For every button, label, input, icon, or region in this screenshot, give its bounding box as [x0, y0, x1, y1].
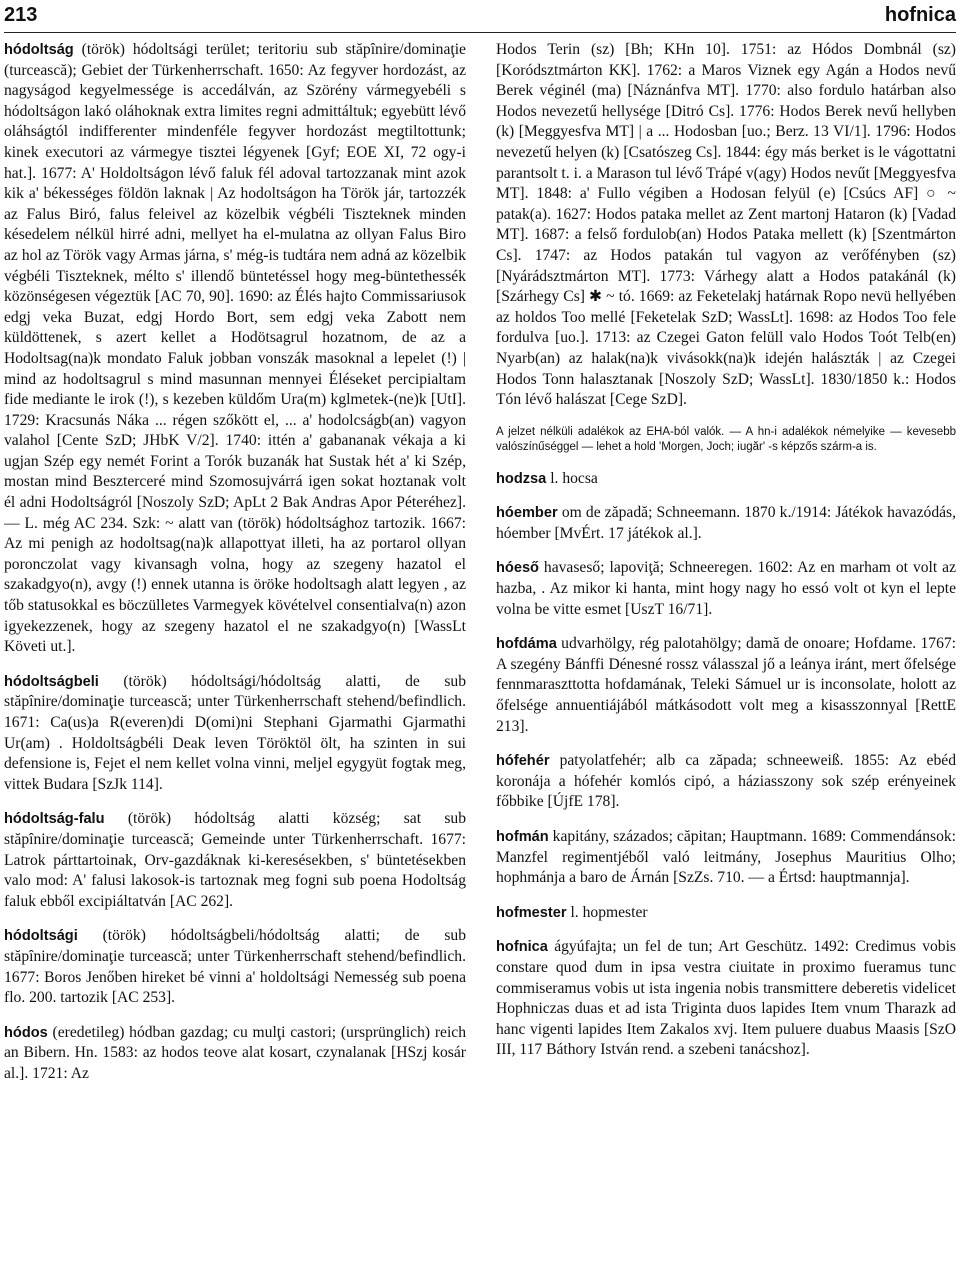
- headword: hofnica: [496, 939, 548, 956]
- entry-hoember: [496, 503, 956, 544]
- entry-hofnica: [496, 937, 956, 1061]
- entry-text: Hodos Terin (sz) [Bh; KHn 10]. 1751: az Hódos Dombnál (sz) [Koródsztmárton KK]. 1762: a Maros Viznek egy Agán a Hodos nevű Berek véginél (ma) [Náznánfva MT]. 1770: also fordulo határban also Hodos nevezetű hellysége [Ditró Cs]. 1776: Hodos Berek nevű hellyben (k) [Meggyesfva MT] | a ... Hodosban [uo.; Berz. 13 VI/1]. 1796: Hodos nevezetű helyen (k) [Csatószeg Cs]. 1844: égy más berket is le vágottatni parantsolt t. i. a Marason tul lévő Trápé v(agy) Hodos nevűt [Meggyesfva MT]. 1848: a' Fullo végiben a Hodosan felyül (e) [Csúcs AF] ○ ~ patak(a). 1627: Hodos pataka mellet az Zent martonj Hataron (k) [Vadad MT]. 1687: a felső fordulob(an) Hodos Pataka mellett (k) [Szentmárton Cs]. 1747: az Hodos patakán tul vagyon az verőfényben (sz) [Nyárádsztmárton MT]. 1773: Várhegy alatt a Hodos patakánál (k) [Szárhegy Cs] ✱ ~ tó. 1669: az Feketelakj határnak Ropo nevü hellyében az holdos Too mellé [Feketelak SzD; WassLt]. 1698: az Hodos Too fele fordulva [uo.]. 1713: az Czegei Gaton felüll valo Hodos Toót Telb(en) Nyarb(an) az halak(na)k vivásokk(na)k idején halászták | az Czegei Hodos Tonn halasztanak [Noszoly SzD; WassLt]. 1830/1850 k.: Hodos Tón lévő halászat [Cege SzD].: [496, 41, 956, 409]
- headword: hóeső: [496, 560, 539, 577]
- entry-text: (török) hódoltsági terület; teritoriu sub stăpînire/dominaţie (turcească); Gebiet der Türkenherrschaft. 1650: Az fegyver hordozást, az nagyságod kegyelmessége is accedálván, az Szörény vármegyebéli s hódoltságon lakó oláhoknak extra limites regni admittáltuk; egyebütt lévő oláhságtól indifferenter mindenféle fegyver hordozást megtiltottunk; kinek executori az vármegye tisztei légyenek [Gyf; EOE XI, 72 ogy-i hat.]. 1677: A' Holdoltságon lévő faluk fél adoval tartozzanak mint azok kik a' békességes földön laknak | Az hodoltságon ha Török jár, tartozzék az Falus Biró, falus feleivel az közelbik végbéli Tiszteknek minden késedelem nélkül hirré adni, mellyet ha el-mulatna az ollyan Falus Biro az hol az Török vagy Armas járna, s' még-is tudtára nem adná az közelbik végbéli Tiszteknek, mélto s' illendő büntetéssel hogy meg-büntethessék közönségesen végeztük [AC 70, 90]. 1690: az Élés hajto Commissariusok edgj veka Buzat, edgj Hordo Bort, sem edgj veka Zabott nem küldöttenek, s azert kellet a Hodötsagrul hozatnom, de az a Hodoltsag(na)k mondato Faluk jobban vonszák masoknal a lepelet (!) | mind az hodoltsagrul s mind masunnan mennyei Éléseket percipialtam fide mediante le irok (!), s kezeben küldőm Ura(m) kglmetek-(ne)k [UtI]. 1729: Kracsunás Náka ... régen szőkött el, ... a' hodolcságb(an) vagyon valahol [Cente SzD; JHbK V/2]. 1740: ittén a' gabananak vékaja a ki ugjan Szép egy nemét Forint a Torók buzanák hat Sustak hét a' ki Szép, mostan mind Beszterceré mind Szomosujvárrá igen sokat hoztanak volt él adni Hodoltságról [Noszoly SzD; ApLt 2 Bak Andras Apor Péteréhez]. — L. még AC 234. Szk: ~ alatt van (török) hódoltsághoz tartozik. 1667: Az mi penigh az hodoltsag(na)k allapottyat illeti, ha az portarol ollyan poronczolat vagy kivansagh volna, hogy az szegeny hazatol el szakadgyo(n), avgy (!) ennek utanna is öröke hodoltsagh alatt legyen , az tőb statusokkal es böczülletes Varmegyek kövételvel consentialva(n) azon igyekezzenek, hogy az szegeny hazatol el ne szakadgyo(n) [WassLt Követi ut.].: [4, 41, 466, 656]
- running-headword: hofnica: [884, 4, 956, 26]
- entry-hofmester: [496, 903, 956, 924]
- entry-text: (eredetileg) hódban gazdag; cu mulţi castori; (ursprünglich) reich an Bibern. Hn. 1583: az hodos teove alat kosart, czynalanak [HSzj kosár al.]. 1721: Az: [4, 1023, 466, 1082]
- entry-text: havaseső; lapoviţă; Schneeregen. 1602: Az en marham ot volt az hazba, . Az mikor ki hanta, mint hogy nagy ho essó volt ot kyn el lepte volna be vitte esmet [UszT 16/71].: [496, 559, 956, 618]
- headword: hódos: [4, 1024, 48, 1041]
- right-column: [496, 40, 956, 1280]
- headword: hódoltsági: [4, 928, 78, 945]
- entry-hodos: [4, 1023, 466, 1085]
- headword: hofmán: [496, 829, 549, 845]
- entry-hodoltsagbeli: [4, 672, 466, 796]
- page-number: 213: [4, 4, 38, 26]
- entry-hodos-continued: [496, 40, 956, 411]
- headword: hófehér: [496, 753, 550, 770]
- footnote: A jelzet nélküli adalékok az EHA-ból valók. — A hn-i adalékok némelyike — kevesebb valószínűséggel — lehet a hold 'Morgen, Joch; iugăr' -s képzős szárm-a is.: [496, 425, 956, 453]
- entry-text: (török) hódoltsági/hódoltság alatti, de sub stăpînire/dominaţie turcească; unter Türkenherrschaft stehend/befindlich. 1671: Ca(us)a R(everen)di D(omi)ni Stephani Gjarmathi Gjarmathi Ur(am) . Holdoltságbéli Deak leven Töröktöl ölt, ha szinten in sui defensione is, Fejet el nem kellet volna vinni, meljel egygyüt fogtak meg, vittek Budara [SzJk 114].: [4, 672, 466, 793]
- entry-text: kapitány, százados; căpitan; Hauptmann. 1689: Commendánsok: Manzfel regimentjéből való leitmány, Josephus Mauritius Olho; hophmánja a baro de Árnán [SzZs. 710. — a Értsd: hauptmannja].: [496, 828, 956, 887]
- headword: hóember: [496, 505, 558, 522]
- headword: hodzsa: [496, 470, 547, 487]
- entry-hodzsa: [496, 469, 956, 490]
- entry-text: udvarhölgy, rég palotahölgy; damă de onoare; Hofdame. 1767: A szegény Bánffi Dénesné rossz válasszal jő a leánya iránt, mert őfelsége fennmaraszttotta hofdamának, Teleki Sámuel ur is inconsolate, holott az őfelsége annuentiájából mátkásodott volt meg a kisasszonnyal [RettE 213].: [496, 635, 956, 735]
- headword: hofmester: [496, 904, 567, 921]
- entry-hofeher: [496, 751, 956, 813]
- entry-hoeso: [496, 558, 956, 620]
- headword: hódoltságbeli: [4, 673, 99, 690]
- headword: hofdáma: [496, 636, 557, 653]
- entry-text: (török) hódoltságbeli/hódoltság alatti; de sub stăpînire/dominaţie turcească; unter Türkenherrschaft stehend/befindlich. 1677: Boros Jenőben hireket bé vinni a' holdoltsági Nemesség sub poena flo. 200. tartozik [AC 253].: [4, 927, 466, 1007]
- page-header: [4, 2, 956, 33]
- entry-hodoltsag-falu: [4, 809, 466, 912]
- entry-text: l. hopmester: [570, 903, 648, 921]
- left-column: [4, 40, 466, 1280]
- entry-text: ágyúfajta; un fel de tun; Art Geschütz. 1492: Credimus vobis constare quod dum in ipsa vestra ciuitate in proximo fueramus tunc commiseramus vobis ut ista ingenia nobis transmittere deberetis videlicet Hophniczas duas et ad ista Triginta duos lapides Item vnum Tharazk ad hanc vigenti lapides Item Zakalos xvj. Item puluere duabus Maasis [SzO III, 117 Báthory István rend. a szebeni tanácshoz].: [496, 938, 956, 1059]
- entry-hodoltsagi: [4, 926, 466, 1008]
- entry-hofman: [496, 827, 956, 889]
- entry-text: om de zăpadă; Schneemann. 1870 k./1914: Játékok havazódás, hóember [MvÉrt. 17 játékok al.].: [496, 504, 956, 542]
- entry-hofdama: [496, 634, 956, 737]
- entry-text: patyolatfehér; alb ca zăpada; schneeweiß. 1855: Az ebéd koronája a hófehér komlós cipó, a háziasszony sok szép erényeinek főbbike [ÚjfE 178].: [496, 752, 956, 811]
- headword: hódoltság: [4, 42, 74, 58]
- entry-text: l. hocsa: [550, 469, 598, 487]
- entry-text: (török) hódoltság alatti község; sat sub stăpînire/dominaţie turcească; Gemeinde unter Türkenherrschaft. 1677: Latrok párttartoinak, Orv-gazdáknak ki-keresésekben, s' büntetésekben valo mod: A' falusi lakosok-is tartoznak meg fogni sub poena Hodoltság faluk ebből excipiáltatván [AC 262].: [4, 810, 466, 910]
- headword: hódoltság-falu: [4, 811, 105, 828]
- entry-hodoltsag: [4, 40, 466, 658]
